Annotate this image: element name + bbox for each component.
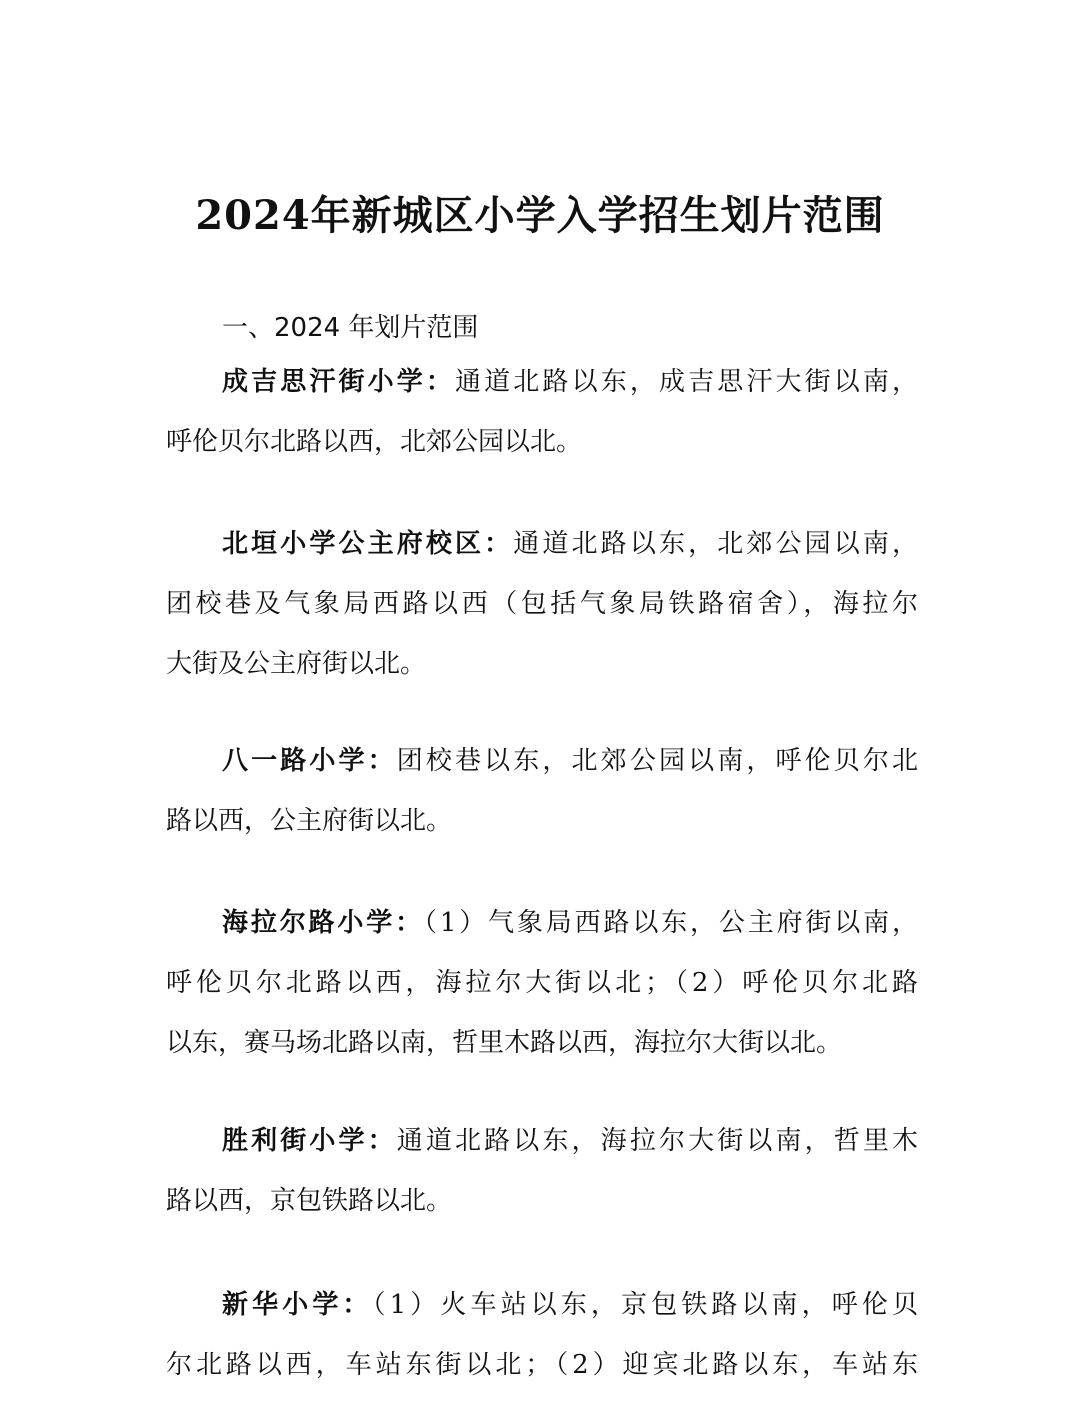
school-name: 胜利街小学： [222,1126,397,1156]
entry-line: 呼伦贝尔北路以西，北郊公园以北。 [166,427,583,457]
school-name: 八一路小学： [222,746,397,776]
zone-text: 通道北路以东，成吉思汗大街以南， [455,367,918,397]
zone-text: 通道北路以东，海拉尔大街以南，哲里木 [396,1126,918,1156]
entry-line [166,731,918,791]
entry-line: 路以西，公主府街以北。 [166,806,453,836]
school-entry-chengjisihan [166,352,918,472]
school-name: 新华小学： [222,1290,373,1320]
school-entry-hailaerlu [166,893,918,1073]
school-name: 成吉思汗街小学： [222,367,456,397]
entry-line: 路以西，京包铁路以北。 [166,1186,453,1216]
zone-text: （1）气象局西路以东，公主府街以南， [423,908,918,938]
entry-line [166,893,918,953]
entry-line: 以东，赛马场北路以南，哲里木路以西，海拉尔大街以北。 [166,1028,843,1058]
zone-text: （1）火车站以东，京包铁路以南，呼伦贝 [372,1290,918,1320]
zone-text: 通道北路以东，北郊公园以南， [513,529,918,559]
entry-line: 团校巷及气象局西路以西（包括气象局铁路宿舍），海拉尔 [166,589,918,619]
entry-line: 呼伦贝尔北路以西，海拉尔大街以北；（2）呼伦贝尔北路 [166,968,918,998]
entry-line [166,352,918,412]
school-name: 海拉尔路小学： [222,908,424,938]
entry-line: 尔北路以西，车站东街以北；（2）迎宾北路以东，车站东 [166,1350,918,1380]
school-entry-xinhua [166,1275,918,1395]
document-title: 2024年新城区小学入学招生划片范围 [195,192,885,239]
school-name: 北垣小学公主府校区： [222,529,514,559]
school-entry-bayilu [166,731,918,851]
school-entry-shenglijie [166,1111,918,1231]
entry-line [166,514,918,574]
entry-line [166,1111,918,1171]
entry-line [166,1275,918,1335]
school-entry-beiyuan [166,514,918,694]
zone-text: 团校巷以东，北郊公园以南，呼伦贝尔北 [396,746,918,776]
entry-line: 大街及公主府街以北。 [166,649,427,679]
section-heading: 一、2024 年划片范围 [222,313,479,343]
